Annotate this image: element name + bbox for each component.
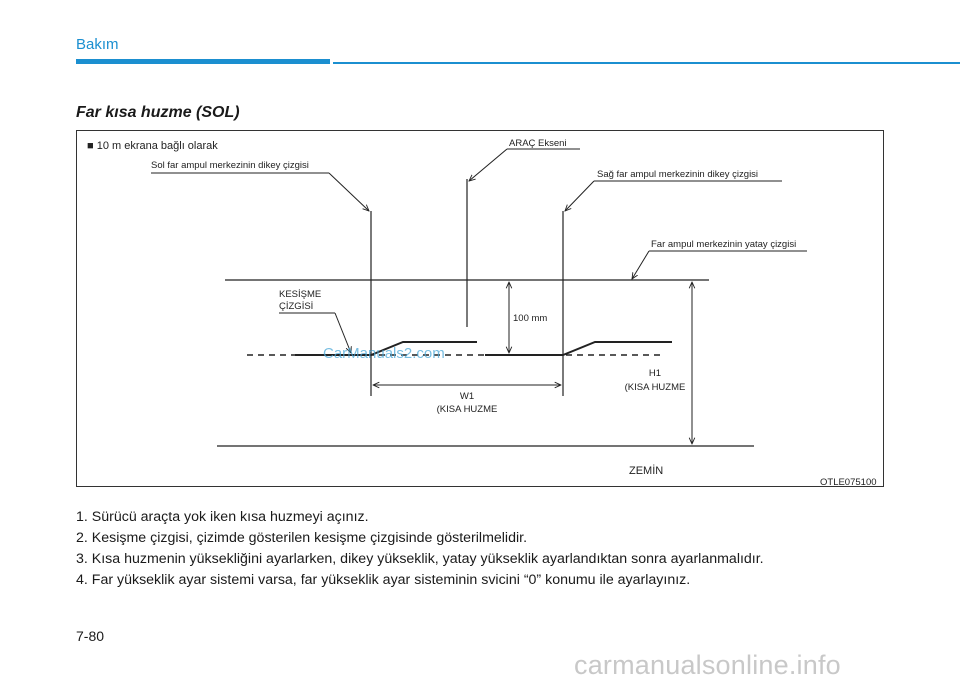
h1-label-line2: (KISA HUZME bbox=[624, 382, 686, 393]
offset-label: 100 mm bbox=[513, 313, 548, 324]
right-beam-cutoff bbox=[485, 342, 672, 355]
page-number: 7-80 bbox=[76, 628, 105, 644]
instruction-list bbox=[76, 507, 764, 591]
section-title: Bakım bbox=[76, 36, 119, 53]
instruction-step: 4. Far yükseklik ayar sistemi varsa, far yükseklik ayar sisteminin svicini “0” konumu ile ayarlayınız. bbox=[76, 572, 691, 588]
figure-code: OTLE075100 bbox=[820, 477, 877, 488]
w1-label-line2: (KISA HUZME bbox=[436, 404, 498, 415]
cutoff-label-line2: ÇİZGİSİ bbox=[279, 301, 314, 312]
ground-label: ZEMİN bbox=[629, 465, 664, 477]
vehicle-axis-label: ARAÇ Ekseni bbox=[509, 138, 567, 149]
right-vertical-label: Sağ far ampul merkezinin dikey çizgisi bbox=[597, 169, 759, 180]
header-rule-thin bbox=[333, 62, 960, 64]
instruction-step: 2. Kesişme çizgisi, çizimde gösterilen kesişme çizgisinde gösterilmelidir. bbox=[76, 530, 528, 546]
page-heading: Far kısa huzme (SOL) bbox=[76, 104, 240, 121]
instruction-step: 3. Kısa huzmenin yüksekliğini ayarlarken, dikey yükseklik, yatay yükseklik ayarlandıktan sonra ayarlanmalıdır. bbox=[76, 551, 764, 567]
h1-label-line1: H1 bbox=[648, 368, 662, 379]
header-rule-thick bbox=[76, 59, 330, 64]
site-watermark: carmanualsonline.info bbox=[574, 650, 841, 680]
diagram-drawing bbox=[77, 131, 885, 488]
left-vertical-label: Sol far ampul merkezinin dikey çizgisi bbox=[151, 160, 309, 171]
headlamp-aim-diagram bbox=[76, 130, 884, 487]
instruction-step: 1. Sürücü araçta yok iken kısa huzmeyi açınız. bbox=[76, 509, 369, 525]
cutoff-label-line1: KESİŞME bbox=[279, 289, 322, 300]
horizontal-line-label: Far ampul merkezinin yatay çizgisi bbox=[651, 239, 797, 250]
w1-label-line1: W1 bbox=[459, 391, 475, 402]
distance-note: ■ 10 m ekrana bağlı olarak bbox=[87, 140, 218, 152]
watermark-text: CarManuals2.com bbox=[323, 345, 445, 362]
